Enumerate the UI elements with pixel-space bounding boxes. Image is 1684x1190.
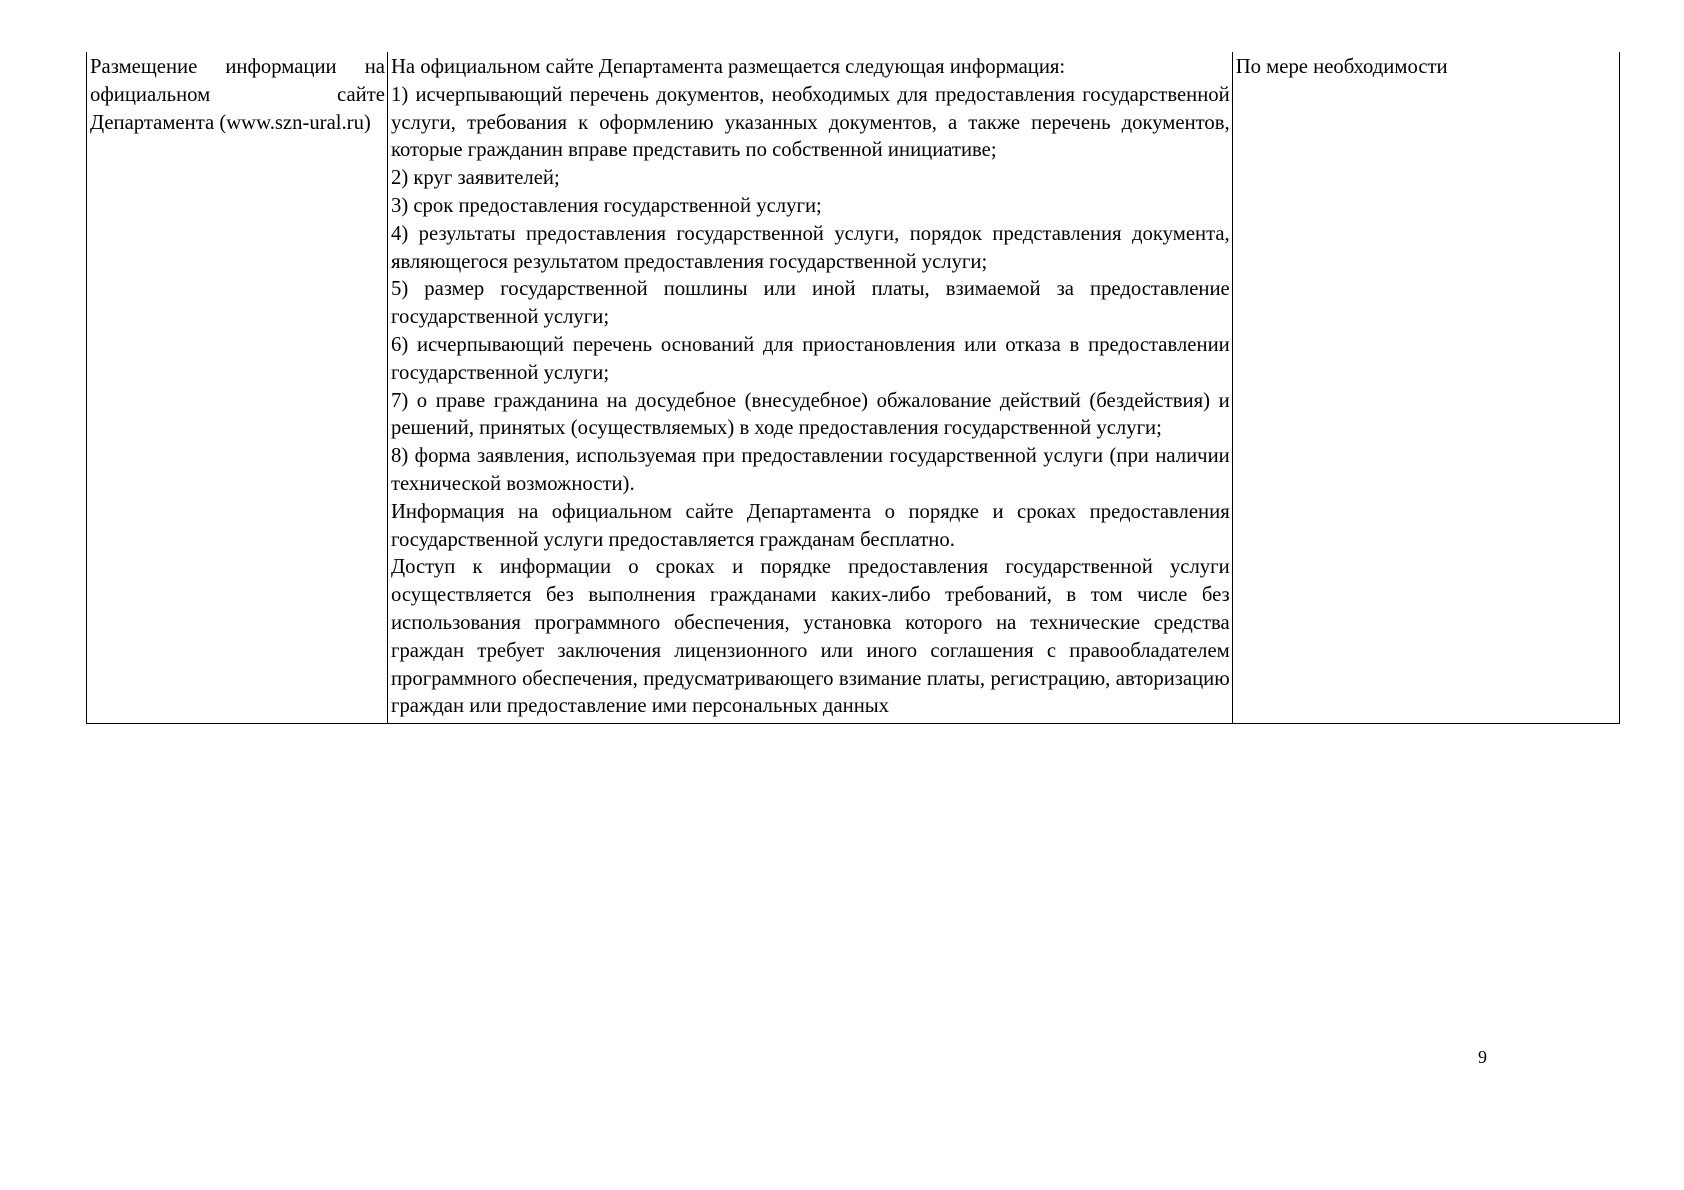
description-paragraph: Доступ к информации о сроках и порядке предоставления государственной услуги осуществляется без выполнения гражданами каких-либо требований, в том числе без использования программного обеспечения, установка которого на технические средства граждан требует заключения лицензионного или иного соглашения с правообладателем программного обеспечения, предусматривающего взимание платы, регистрацию, авторизацию граждан или предоставление ими персональных данных (390, 556, 1230, 718)
table-cell-description (387, 52, 1232, 724)
period-text: По мере необходимости (1235, 56, 1448, 78)
description-paragraph: 2) круг заявителей; (390, 167, 560, 190)
table-cell-activity (87, 52, 388, 724)
description-paragraph: 4) результаты предоставления государственной услуги, порядок представления документа, являющегося результатом предоставления государственной услуги; (390, 222, 1230, 273)
table-row (87, 52, 1620, 724)
description-paragraph: 6) исчерпывающий перечень оснований для приостановления или отказа в предоставлении государственной услуги; (390, 333, 1230, 384)
description-paragraph: 3) срок предоставления государственной услуги; (390, 194, 822, 217)
description-paragraph: 7) о праве гражданина на досудебное (внесудебное) обжалование действий (бездействия) и решений, принятых (осуществляемых) в ходе предоставления государственной услуги; (390, 389, 1230, 440)
description-paragraph: 5) размер государственной пошлины или иной платы, взимаемой за предоставление государственной услуги; (390, 278, 1230, 329)
page-number: 9 (1478, 1047, 1487, 1067)
table-cell-period (1232, 52, 1619, 724)
description-paragraph: Информация на официальном сайте Департамента о порядке и сроках предоставления государственной услуги предоставляется гражданам бесплатно. (390, 500, 1230, 551)
description-paragraph: На официальном сайте Департамента размещается следующая информация: (390, 56, 1066, 78)
activity-name: Размещение информации на официальном сайте Департамента (www.szn-ural.ru) (90, 56, 385, 134)
description-paragraph: 1) исчерпывающий перечень документов, необходимых для предоставления государственной услуги, требования к оформлению указанных документов, а также перечень документов, которые гражданин вправе представить по собственной инициативе; (390, 83, 1230, 162)
document-table (86, 52, 1620, 724)
description-paragraph: 8) форма заявления, используемая при предоставлении государственной услуги (при наличии технической возможности). (390, 445, 1230, 495)
